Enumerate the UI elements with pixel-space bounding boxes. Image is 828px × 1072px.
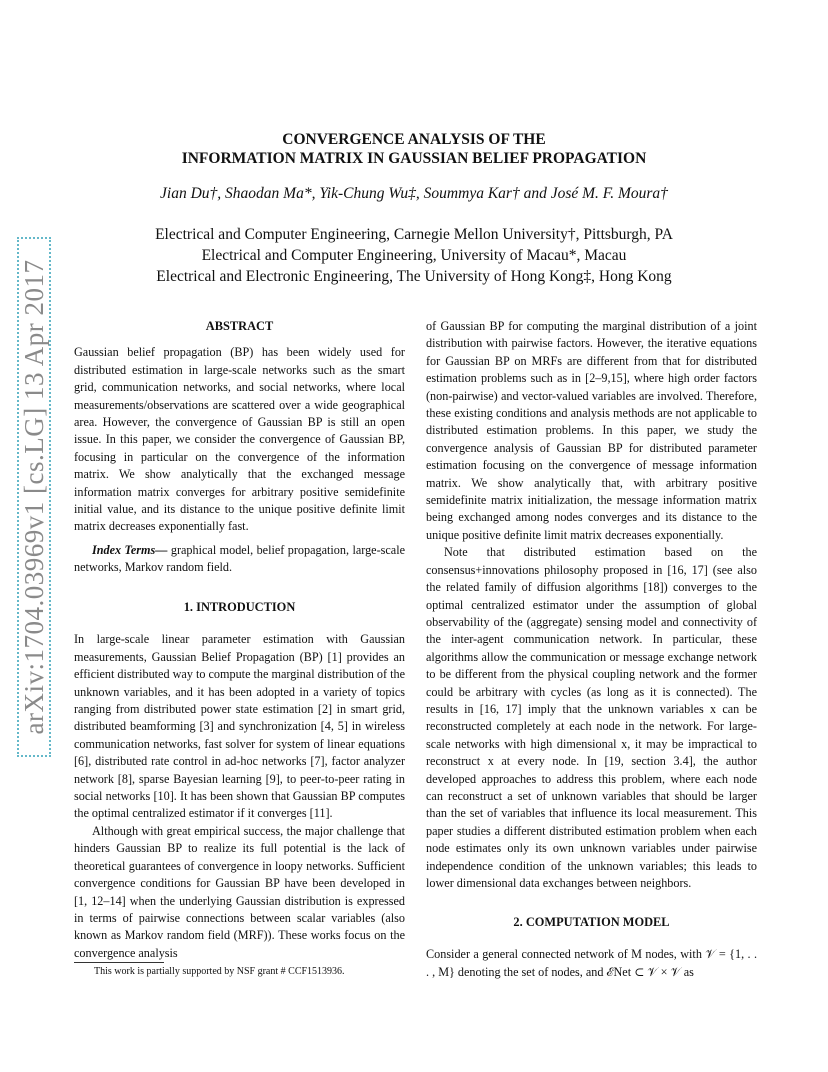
model-heading: 2. COMPUTATION MODEL	[513, 915, 670, 929]
title-line-2: INFORMATION MATRIX IN GAUSSIAN BELIEF PROPAGATION	[181, 150, 647, 167]
intro-heading: 1. INTRODUCTION	[183, 600, 296, 614]
affiliation-cmu: Electrical and Computer Engineering, Carnegie Mellon University†, Pittsburgh, PA	[155, 226, 673, 243]
model-text: Consider a general connected network of M nodes, with 𝒱 = {1, . . . , M} denoting the set of nodes, and ℰNet ⊂ 𝒱 × 𝒱 as	[426, 947, 757, 979]
footnote: This work is partially supported by NSF grant # CCF1513936.	[94, 966, 345, 977]
footnote-rule	[74, 962, 164, 963]
intro-paragraph-4: Note that distributed estimation based on the consensus+innovations philosophy proposed in [16, 17] (see also the related family of diffusion algorithms [18]) converges to the optimal centralized estimator under the assumption of global observability of the (aggregate) sensing model and connectivity of the inter-agent communication network. In particular, these algorithms allow the communication or message exchange network to be different from the physical coupling network and the former could be arbitrary with cycles (as long as it is connected). The results in [16, 17] imply that the unknown variables x can be reconstructed completely at each node in the network. For large-scale networks with high dimensional x, it may be impractical to reconstruct x at every node. In [19, section 3.4], the author developed approaches to address this problem, where each node can reconstruct a set of unknown variables that should be larger than the set of variables that influence its local measurement. This paper studies a different distributed estimation problem when each node estimates only its own unknown variables under pairwise independence condition of the unknown variables; this leads to lower dimensional data exchanges between neighbors.	[426, 545, 757, 890]
index-terms-label: Index Terms—	[92, 542, 168, 557]
title-line-1: CONVERGENCE ANALYSIS OF THE	[282, 131, 546, 148]
model-section	[426, 914, 757, 981]
abstract-section	[74, 318, 405, 577]
author-list: Jian Du†, Shaodan Ma*, Yik-Chung Wu‡, Soummya Kar† and José M. F. Moura†	[160, 185, 668, 202]
affiliation-macau: Electrical and Computer Engineering, University of Macau*, Macau	[201, 247, 627, 264]
affiliation-hku: Electrical and Electronic Engineering, The University of Hong Kong‡, Hong Kong	[156, 268, 672, 285]
affiliations	[0, 224, 828, 287]
index-terms	[74, 542, 405, 577]
intro-paragraph-1: In large-scale linear parameter estimation with Gaussian measurements, Gaussian Belief Propagation (BP) [1] provides an efficient distributed way to compute the marginal distribution of the unknown variables, and it has been adopted in a variety of topics ranging from distributed power state estimation [2] in smart grid, distributed beamforming [3] and synchronization [4, 5] in wireless communication networks, fast solver for system of linear equations [6], distributed rate control in ad-hoc networks [7], factor analyzer network [8], sparse Bayesian learning [9], to peer-to-peer rating in social networks [10]. It has been shown that Gaussian BP computes the optimal centralized estimator if it converges [11].	[74, 632, 405, 821]
abstract-heading: ABSTRACT	[205, 319, 274, 333]
arxiv-stamp: arXiv:1704.03969v1 [cs.LG] 13 Apr 2017	[17, 237, 51, 757]
abstract-text: Gaussian belief propagation (BP) has been widely used for distributed estimation in large-scale networks such as the smart grid, communication networks, and social networks, where local measurements/observations are scattered over a wide geographical area. However, the convergence of Gaussian BP is still an open issue. In this paper, we consider the convergence of Gaussian BP, focusing in particular on the convergence of the information matrix. We show analytically that the exchanged message information matrix converges for arbitrary positive semidefinite initial value, and its distance to the unique positive definite limit matrix decreases exponentially fast.	[74, 345, 405, 534]
intro-section	[74, 599, 405, 962]
intro-paragraph-3: of Gaussian BP for computing the marginal distribution of a joint distribution with pairwise factors. However, the iterative equations for Gaussian BP on MRFs are different from that for distributed estimation problems such as in [2–9,15], where high order factors (non-pairwise) and vector-valued variables are involved. Therefore, these existing conditions and analysis methods are not applicable to distributed estimation problems. In this paper, we study the convergence analysis of Gaussian BP for distributed parameter estimation focusing on the convergence of message information matrix. We show analytically that, with arbitrary positive semidefinite matrix initialization, the message information matrix being exchanged among nodes converges and its distance to the unique positive definite limit matrix decreases exponentially.	[426, 319, 757, 542]
index-terms-text: graphical model, belief propagation, large-scale networks, Markov random field.	[74, 542, 405, 575]
intro-continued	[426, 318, 757, 892]
paper-title	[0, 130, 828, 168]
intro-paragraph-2: Although with great empirical success, the major challenge that hinders Gaussian BP to realize its full potential is the lack of theoretical guarantees of convergence in loopy networks. Sufficient convergence conditions for Gaussian BP have been developed in [1, 12–14] when the underlying Gaussian distribution is expressed in terms of pairwise connections between scalar variables (also known as Markov random field (MRF)). These works focus on the convergence analysis	[74, 823, 405, 960]
